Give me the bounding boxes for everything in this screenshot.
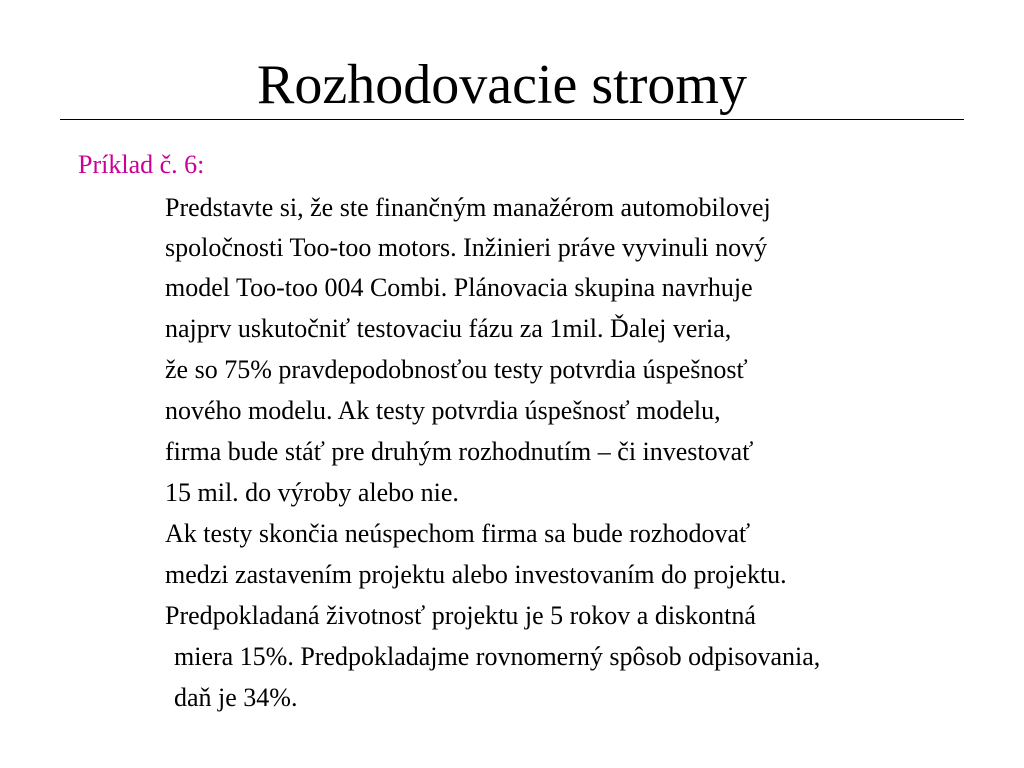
body-line: Predpokladaná životnosť projektu je 5 rokov a diskontná — [165, 601, 756, 630]
body-line: najprv uskutočniť testovaciu fázu za 1mil. Ďalej veria, — [165, 314, 732, 343]
body-line: spoločnosti Too-too motors. Inžinieri práve vyvinuli nový — [165, 233, 768, 262]
body-line: firma bude stáť pre druhým rozhodnutím – či investovať — [165, 437, 754, 466]
title-divider — [60, 119, 964, 120]
body-line: Predstavte si, že ste finančným manažérom automobilovej — [165, 193, 771, 222]
slide-title: Rozhodovacie stromy — [257, 54, 747, 116]
body-line: daň je 34%. — [174, 683, 298, 712]
body-line: Ak testy skončia neúspechom firma sa bude rozhodovať — [165, 519, 751, 548]
body-line: model Too-too 004 Combi. Plánovacia skupina navrhuje — [165, 273, 753, 302]
body-line: medzi zastavením projektu alebo investovaním do projektu. — [165, 560, 787, 589]
body-line: nového modelu. Ak testy potvrdia úspešnosť modelu, — [165, 396, 721, 425]
example-label: Príklad č. 6: — [78, 150, 205, 179]
body-line: miera 15%. Predpokladajme rovnomerný spôsob odpisovania, — [174, 642, 821, 671]
body-line: 15 mil. do výroby alebo nie. — [165, 478, 459, 507]
body-line: že so 75% pravdepodobnosťou testy potvrdia úspešnosť — [165, 355, 748, 384]
